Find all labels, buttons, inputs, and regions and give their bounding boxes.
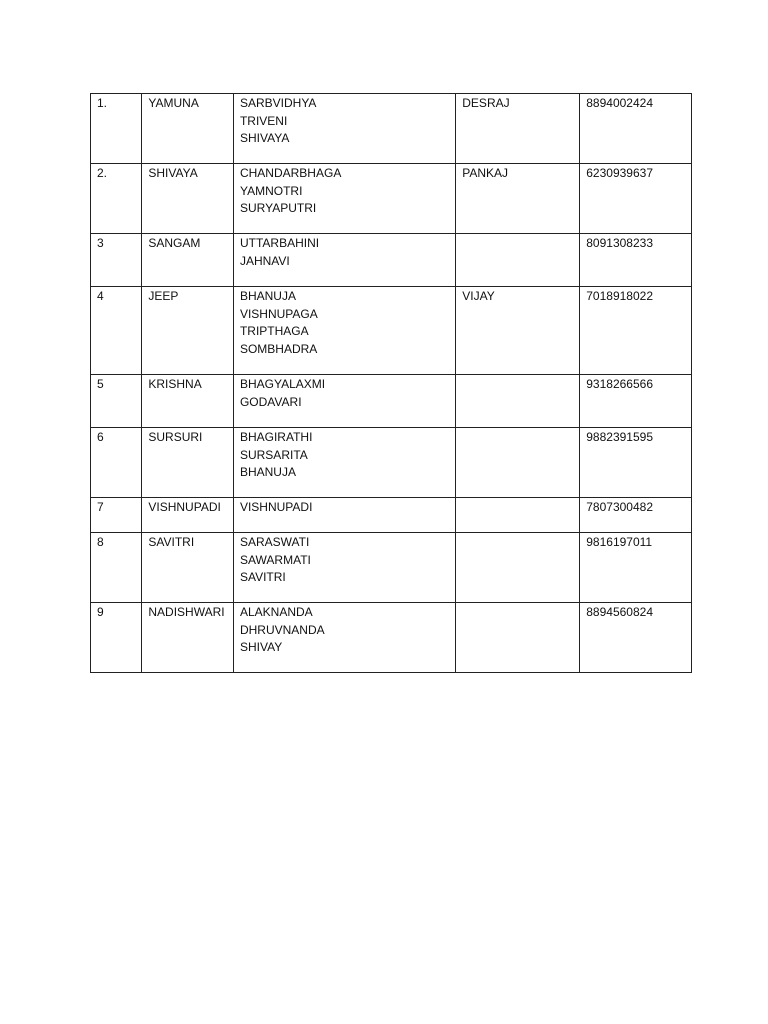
- group-name-cell: JEEP: [142, 287, 234, 375]
- group-name-cell: YAMUNA: [142, 94, 234, 164]
- members-cell: [233, 428, 455, 498]
- member-name: BHANUJA: [239, 289, 296, 303]
- member-name: SAVITRI: [239, 570, 286, 584]
- members-cell: [233, 375, 455, 428]
- member-name: TRIVENI: [239, 113, 288, 128]
- member-name: VISHNUPADI: [239, 500, 313, 514]
- row-number-cell: 4: [91, 287, 142, 375]
- member-name: SHIVAY: [239, 640, 283, 654]
- member-name: BHAGIRATHI: [239, 430, 313, 444]
- phone-cell: 9816197011: [580, 533, 692, 603]
- member-name: SARASWATI: [239, 535, 310, 549]
- phone-cell: 9318266566: [580, 375, 692, 428]
- contact-name-cell: VIJAY: [456, 287, 580, 375]
- table-row: [91, 428, 692, 498]
- contact-name-cell: [456, 428, 580, 498]
- table-row: [91, 164, 692, 234]
- contact-name-cell: PANKAJ: [456, 164, 580, 234]
- member-name: BHAGYALAXMI: [239, 377, 326, 391]
- phone-cell: 8894002424: [580, 94, 692, 164]
- member-name: TRIPTHAGA: [239, 324, 309, 338]
- phone-cell: 6230939637: [580, 164, 692, 234]
- table-row: [91, 603, 692, 673]
- member-name: SHIVAYA: [239, 131, 290, 145]
- member-name: VISHNUPAGA: [239, 306, 318, 321]
- members-cell: [233, 603, 455, 673]
- contact-name-cell: [456, 375, 580, 428]
- members-cell: [233, 533, 455, 603]
- phone-cell: 8091308233: [580, 234, 692, 287]
- row-number-cell: 3: [91, 234, 142, 287]
- group-name-cell: KRISHNA: [142, 375, 234, 428]
- member-name: GODAVARI: [239, 394, 302, 409]
- group-name-cell: SAVITRI: [142, 533, 234, 603]
- table-row: [91, 287, 692, 375]
- member-name: YAMNOTRI: [239, 183, 303, 198]
- member-name: SURYAPUTRI: [239, 201, 317, 215]
- phone-cell: 7807300482: [580, 498, 692, 533]
- members-cell: [233, 234, 455, 287]
- row-number-cell: 5: [91, 375, 142, 428]
- table-row: [91, 533, 692, 603]
- contact-name-cell: DESRAJ: [456, 94, 580, 164]
- group-name-cell: NADISHWARI: [142, 603, 234, 673]
- member-name: SOMBHADRA: [239, 341, 318, 356]
- group-name-cell: SHIVAYA: [142, 164, 234, 234]
- members-cell: [233, 94, 455, 164]
- member-name: UTTARBAHINI: [239, 236, 320, 250]
- phone-cell: 8894560824: [580, 603, 692, 673]
- contact-name-cell: [456, 533, 580, 603]
- row-number-cell: 7: [91, 498, 142, 533]
- group-name-cell: SURSURI: [142, 428, 234, 498]
- row-number-cell: 8: [91, 533, 142, 603]
- members-cell: [233, 287, 455, 375]
- records-table: [90, 93, 692, 673]
- contact-name-cell: [456, 234, 580, 287]
- group-name-cell: SANGAM: [142, 234, 234, 287]
- phone-cell: 9882391595: [580, 428, 692, 498]
- member-name: CHANDARBHAGA: [239, 166, 342, 180]
- member-name: BHANUJA: [239, 465, 296, 479]
- contact-name-cell: [456, 498, 580, 533]
- row-number-cell: 2.: [91, 164, 142, 234]
- member-name: JAHNAVI: [239, 253, 290, 268]
- member-name: SARBVIDHYA: [239, 96, 317, 110]
- member-name: ALAKNANDA: [239, 605, 313, 619]
- row-number-cell: 6: [91, 428, 142, 498]
- phone-cell: 7018918022: [580, 287, 692, 375]
- members-cell: [233, 164, 455, 234]
- member-name: DHRUVNANDA: [239, 622, 325, 637]
- table-row: [91, 94, 692, 164]
- contact-name-cell: [456, 603, 580, 673]
- table-row: [91, 375, 692, 428]
- group-name-cell: VISHNUPADI: [142, 498, 234, 533]
- members-cell: [233, 498, 455, 533]
- row-number-cell: 1.: [91, 94, 142, 164]
- member-name: SURSARITA: [239, 447, 308, 462]
- table-row: [91, 234, 692, 287]
- member-name: SAWARMATI: [239, 552, 311, 567]
- row-number-cell: 9: [91, 603, 142, 673]
- table-row: [91, 498, 692, 533]
